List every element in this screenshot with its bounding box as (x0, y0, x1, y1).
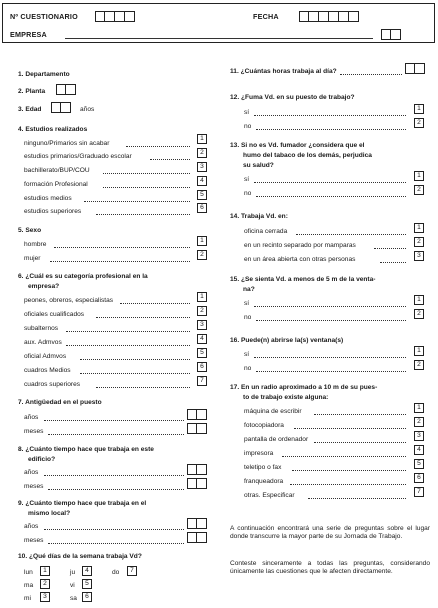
q13-label-line1: 13. Si no es Vd. fumador ¿considera que el (230, 142, 365, 149)
q14-option-label: en un área abierta con otras personas (244, 256, 356, 263)
q7-months-label: meses (24, 428, 44, 435)
q13-label-line3: su salud? (243, 162, 274, 169)
q5-option-code[interactable]: 1 (197, 236, 207, 246)
q6-option-label: oficial Admvos (24, 353, 67, 360)
q10-day-code[interactable]: 7 (127, 566, 137, 576)
q4-option-label: estudios medios (24, 195, 72, 202)
q6-option-label: oficiales cualificados (24, 311, 85, 318)
q17-label-line2: to de trabajo existe alguna: (243, 394, 329, 401)
q15-option-code[interactable]: 2 (414, 309, 424, 319)
q10-day-code[interactable]: 5 (82, 579, 92, 589)
q17-option-label: impresora (244, 450, 274, 457)
q10-day-code[interactable]: 1 (40, 566, 50, 576)
q3-edad-field[interactable] (51, 102, 71, 113)
q4-option-code[interactable]: 2 (197, 148, 207, 158)
q6-option-label: peones, obreros, especialistas (24, 297, 114, 304)
q14-label: 14. Trabaja Vd. en: (230, 213, 288, 220)
q6-option-label: subalternos (24, 325, 59, 332)
q6-option-label: aux. Admvos (24, 339, 62, 346)
q15-option-code[interactable]: 1 (414, 295, 424, 305)
q5-option-code[interactable]: 2 (197, 250, 207, 260)
q10-day-code[interactable]: 3 (40, 592, 50, 602)
q16-option-label: no (244, 365, 252, 372)
q8-months-label: meses (24, 483, 44, 490)
q13-label-line2: humo del tabaco de los demás, perjudica (243, 152, 372, 159)
q8-years-label: años (24, 469, 39, 476)
q4-option-code[interactable]: 4 (197, 176, 207, 186)
q10-day-label: ma (24, 582, 34, 589)
q14-option-code[interactable]: 1 (414, 223, 424, 233)
q4-option-code[interactable]: 6 (197, 203, 207, 213)
q17-option-label: otras. Especificar (244, 492, 295, 499)
q17-option-code[interactable]: 2 (414, 417, 424, 427)
q10-day-label: ju (70, 569, 76, 576)
q9-label-line2: mismo local? (28, 510, 71, 517)
q10-day-code[interactable]: 4 (82, 566, 92, 576)
q7-years-label: años (24, 414, 39, 421)
q14-option-code[interactable]: 3 (414, 251, 424, 261)
q15-option-label: no (244, 314, 252, 321)
q10-label: 10. ¿Qué días de la semana trabaja Vd? (18, 553, 142, 560)
q10-day-label: lun (24, 569, 33, 576)
q6-option-code[interactable]: 2 (197, 306, 207, 316)
q17-option-label: máquina de escribir (244, 408, 302, 415)
q8-years-field[interactable] (187, 464, 207, 475)
q10-day-label: sa (70, 595, 77, 602)
q7-years-field[interactable] (187, 409, 207, 420)
q6-option-code[interactable]: 1 (197, 292, 207, 302)
q17-option-code[interactable]: 3 (414, 431, 424, 441)
q4-option-code[interactable]: 5 (197, 190, 207, 200)
q7-label: 7. Antigüedad en el puesto (18, 399, 102, 406)
q9-years-label: años (24, 523, 39, 530)
q6-option-code[interactable]: 7 (197, 376, 207, 386)
q15-label-line2: na? (243, 286, 255, 293)
q16-option-code[interactable]: 2 (414, 360, 424, 370)
q4-option-label: ninguno/Primarios sin acabar (24, 140, 110, 147)
q17-option-label: fotocopiadora (244, 422, 284, 429)
q17-label-line1: 17. En un radio aproximado a 10 m de su pues- (230, 384, 378, 391)
q5-label: 5. Sexo (18, 227, 42, 234)
q5-option-label: mujer (24, 255, 41, 262)
instructions-note-1: A continuación encontrará una serie de preguntas sobre el lugar donde transcurre la mayor parte de su Jornada de Trabajo. (230, 525, 430, 541)
fecha-label: FECHA (253, 12, 279, 21)
q14-option-code[interactable]: 2 (414, 237, 424, 247)
q6-option-code[interactable]: 3 (197, 320, 207, 330)
q13-option-code[interactable]: 1 (414, 171, 424, 181)
q16-option-label: sí (244, 351, 250, 358)
q5-option-label: hombre (24, 241, 47, 248)
q12-option-code[interactable]: 2 (414, 118, 424, 128)
cuestionario-number-field[interactable] (95, 11, 135, 22)
q17-option-code[interactable]: 6 (414, 473, 424, 483)
q4-option-label: estudios superiores (24, 208, 82, 215)
q9-label-line1: 9. ¿Cuánto tiempo hace que trabaja en el (18, 500, 147, 507)
q9-months-label: meses (24, 537, 44, 544)
empresa-field[interactable] (65, 38, 373, 39)
q15-label-line1: 15. ¿Se sienta Vd. a menos de 5 m de la venta- (230, 276, 376, 283)
q4-option-code[interactable]: 3 (197, 162, 207, 172)
empresa-label: EMPRESA (10, 30, 47, 39)
q8-label-line1: 8. ¿Cuánto tiempo hace que trabaja en este (18, 446, 154, 453)
q3-unit: años (80, 106, 95, 113)
q6-label-line1: 6. ¿Cuál es su categoría profesional en la (18, 273, 148, 280)
q11-hours-field[interactable] (405, 63, 425, 74)
q6-option-code[interactable]: 4 (197, 334, 207, 344)
q12-option-label: no (244, 123, 252, 130)
q1-label: 1. Departamento (18, 71, 70, 78)
q17-option-code[interactable]: 1 (414, 403, 424, 413)
q2-planta-field[interactable] (56, 84, 76, 95)
q4-label: 4. Estudios realizados (18, 126, 88, 133)
q6-option-code[interactable]: 5 (197, 348, 207, 358)
q17-option-label: franqueadora (244, 478, 284, 485)
q10-day-label: do (112, 569, 120, 576)
q8-months-field[interactable] (187, 478, 207, 489)
q17-option-code[interactable]: 5 (414, 459, 424, 469)
form-header (2, 3, 435, 43)
q6-option-label: cuadros superiores (24, 381, 81, 388)
fecha-field[interactable] (299, 11, 359, 22)
q4-option-code[interactable]: 1 (197, 134, 207, 144)
q12-option-code[interactable]: 1 (414, 104, 424, 114)
q13-option-code[interactable]: 2 (414, 185, 424, 195)
q17-option-label: teletipo o fax (244, 464, 282, 471)
q10-day-label: vi (70, 582, 75, 589)
q12-label: 12. ¿Fuma Vd. en su puesto de trabajo? (230, 94, 355, 101)
q6-option-code[interactable]: 6 (197, 362, 207, 372)
q16-option-code[interactable]: 1 (414, 346, 424, 356)
q4-option-label: bachillerato/BUP/COU (24, 167, 90, 174)
q14-option-label: oficina cerrada (244, 228, 288, 235)
q7-months-field[interactable] (187, 423, 207, 434)
q9-years-field[interactable] (187, 518, 207, 529)
q4-option-label: estudios primarios/Graduado escolar (24, 153, 132, 160)
q11-label: 11. ¿Cuántas horas trabaja al día? (230, 68, 337, 75)
q10-day-code[interactable]: 2 (40, 579, 50, 589)
q10-day-label: mi (24, 595, 31, 602)
q17-option-code[interactable]: 7 (414, 487, 424, 497)
q13-option-label: no (244, 190, 252, 197)
q14-option-label: en un recinto separado por mamparas (244, 242, 356, 249)
empresa-code-field[interactable] (381, 29, 401, 40)
q9-months-field[interactable] (187, 532, 207, 543)
instructions-note-2: Conteste sinceramente a todas las preguntas, considerando únicamente las cuestiones que le afecten directamente. (230, 560, 430, 576)
q16-label: 16. Puede(n) abrirse la(s) ventana(s) (230, 337, 344, 344)
q2-label: 2. Planta (18, 88, 46, 95)
q15-option-label: sí (244, 300, 250, 307)
q3-label: 3. Edad (18, 106, 42, 113)
q6-label-line2: empresa? (28, 283, 60, 290)
cuestionario-label: Nº CUESTIONARIO (10, 12, 78, 21)
q17-option-code[interactable]: 4 (414, 445, 424, 455)
q8-label-line2: edificio? (28, 456, 56, 463)
q17-option-label: pantalla de ordenador (244, 436, 309, 443)
q12-option-label: sí (244, 109, 250, 116)
q10-day-code[interactable]: 6 (82, 592, 92, 602)
q13-option-label: sí (244, 176, 250, 183)
q4-option-label: formación Profesional (24, 181, 88, 188)
q6-option-label: cuadros Medios (24, 367, 71, 374)
